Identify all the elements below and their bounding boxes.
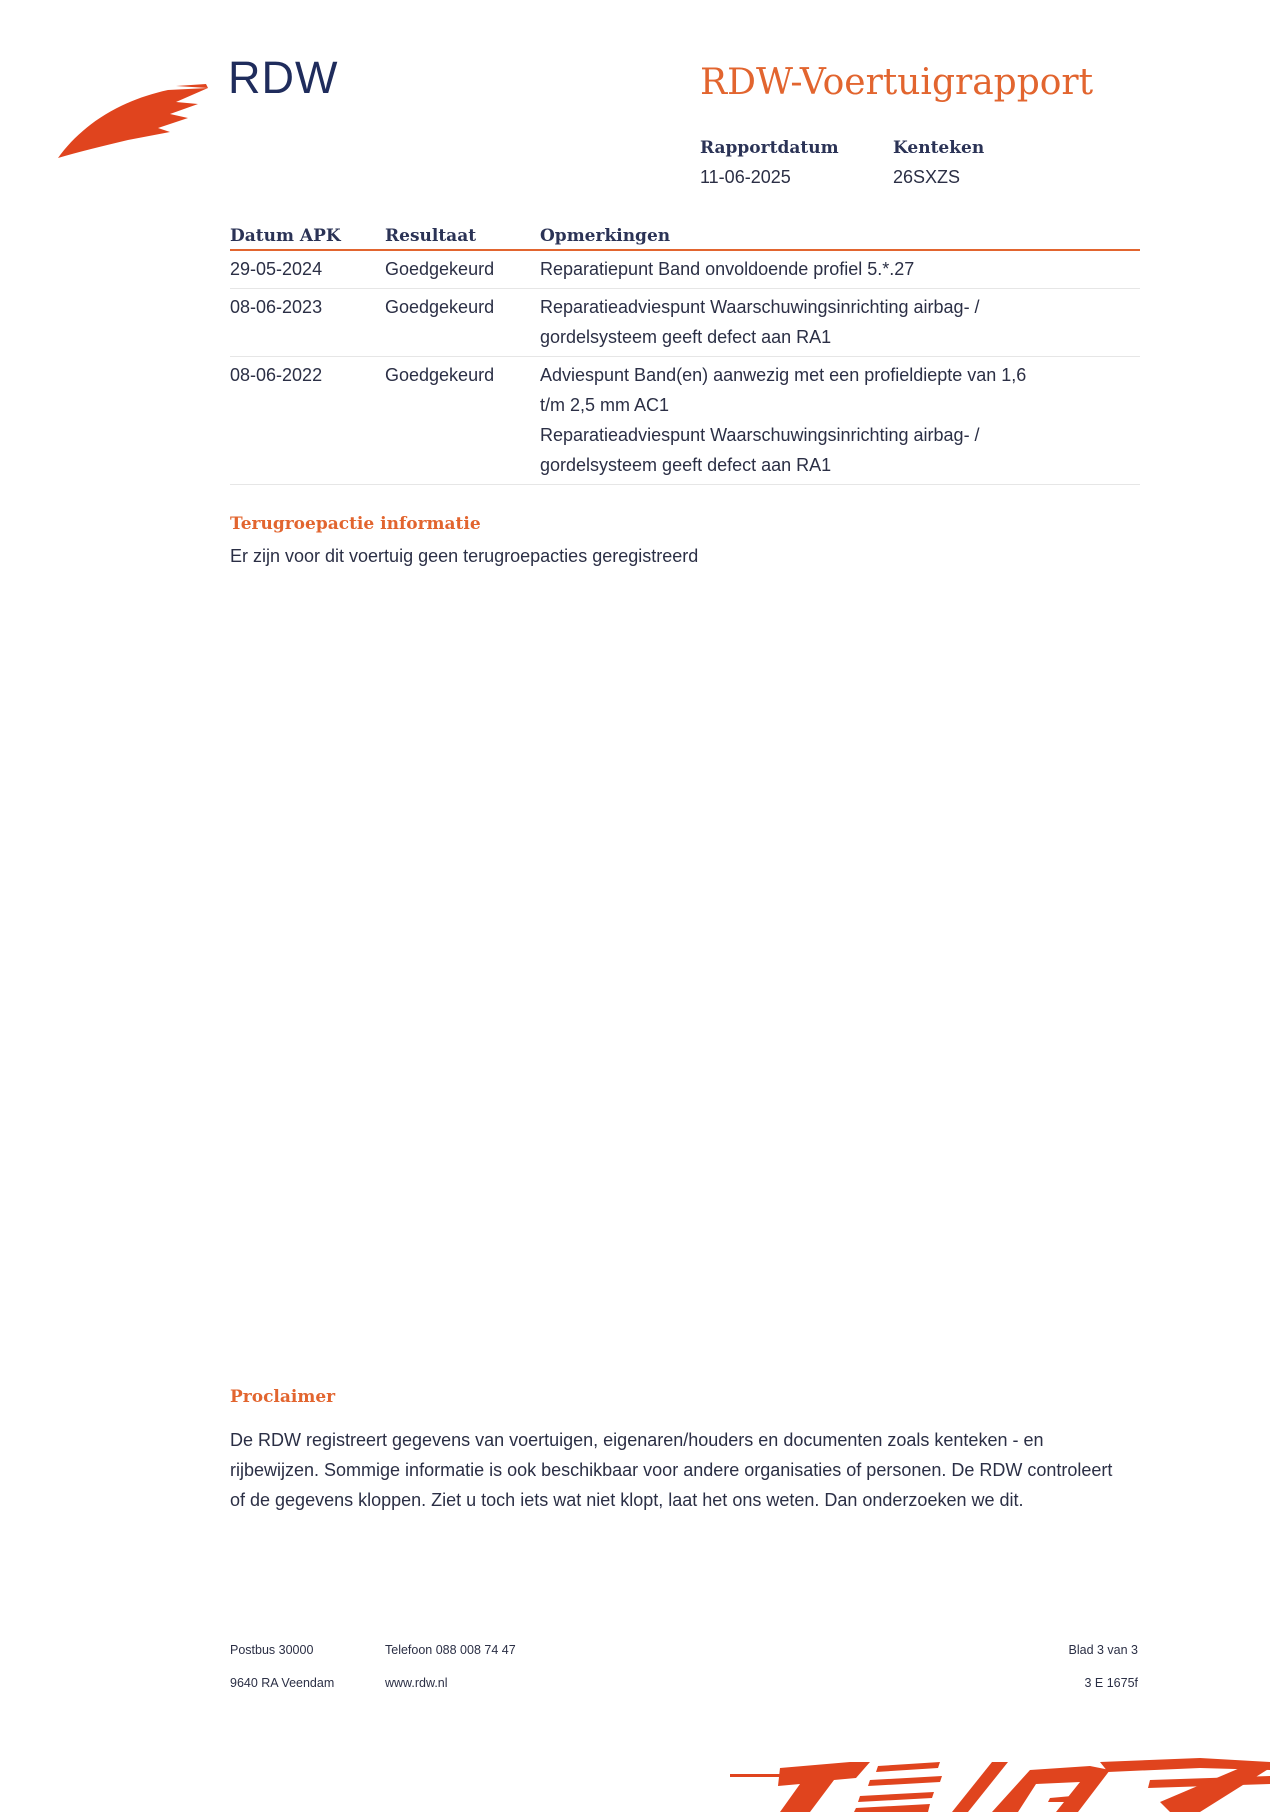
- table-row: [230, 357, 1140, 485]
- apk-result: Goedgekeurd: [385, 357, 540, 485]
- disclaimer-text: De RDW registreert gegevens van voertuigen, eigenaren/houders en documenten zoals kenteken - en rijbewijzen. Sommige informatie is ook beschikbaar voor andere organisaties of personen. De RDW controleert of de gegevens kloppen. Ziet u toch iets wat niet klopt, laat het ons weten. Dan onderzoeken we dit.: [230, 1430, 1113, 1510]
- recall-text: Er zijn voor dit voertuig geen terugroepacties geregistreerd: [230, 546, 699, 566]
- rdw-stripes-graphic: [730, 1740, 1270, 1812]
- report-title: RDW-Voertuigrapport: [700, 62, 1094, 103]
- footer-document-code: 3 E 1675f: [1084, 1676, 1138, 1690]
- brand-name: RDW: [228, 52, 339, 103]
- plate-label: Kenteken: [893, 138, 985, 158]
- apk-remarks: [540, 250, 1140, 289]
- apk-remarks: [540, 289, 1140, 357]
- footer-phone: Telefoon 088 008 74 47: [385, 1643, 516, 1657]
- apk-result: Goedgekeurd: [385, 250, 540, 289]
- disclaimer-heading: Proclaimer: [230, 1387, 336, 1407]
- remark-text: Reparatiepunt Band onvoldoende profiel 5.*.27: [540, 259, 915, 279]
- apk-remarks: [540, 357, 1140, 485]
- table-row: [230, 289, 1140, 357]
- report-date-label: Rapportdatum: [700, 138, 839, 158]
- footer-po-box: Postbus 30000: [230, 1643, 314, 1657]
- apk-result: Goedgekeurd: [385, 289, 540, 357]
- footer-city: 9640 RA Veendam: [230, 1676, 335, 1690]
- apk-date: 08-06-2023: [230, 289, 385, 357]
- header-date: Datum APK: [230, 224, 385, 250]
- remark-text: Reparatieadviespunt Waarschuwingsinrichting airbag- / gordelsysteem geeft defect aan RA1: [540, 425, 980, 475]
- table-row: [230, 250, 1140, 289]
- header-remarks: Opmerkingen: [540, 224, 1140, 250]
- remark-text: Reparatieadviespunt Waarschuwingsinrichting airbag- / gordelsysteem geeft defect aan RA1: [540, 297, 980, 347]
- apk-date: 08-06-2022: [230, 357, 385, 485]
- apk-table: [230, 224, 1140, 485]
- recall-heading: Terugroepactie informatie: [230, 514, 481, 534]
- remark-text: Adviespunt Band(en) aanwezig met een profieldiepte van 1,6 t/m 2,5 mm AC1: [540, 365, 1027, 415]
- rdw-logo-icon: [58, 80, 208, 162]
- footer-website[interactable]: www.rdw.nl: [385, 1676, 448, 1690]
- report-date-value: 11-06-2025: [700, 167, 791, 187]
- footer-page-number: Blad 3 van 3: [1068, 1643, 1138, 1657]
- plate-value: 26SXZS: [893, 167, 961, 187]
- apk-date: 29-05-2024: [230, 250, 385, 289]
- header-result: Resultaat: [385, 224, 540, 250]
- table-header-row: [230, 224, 1140, 250]
